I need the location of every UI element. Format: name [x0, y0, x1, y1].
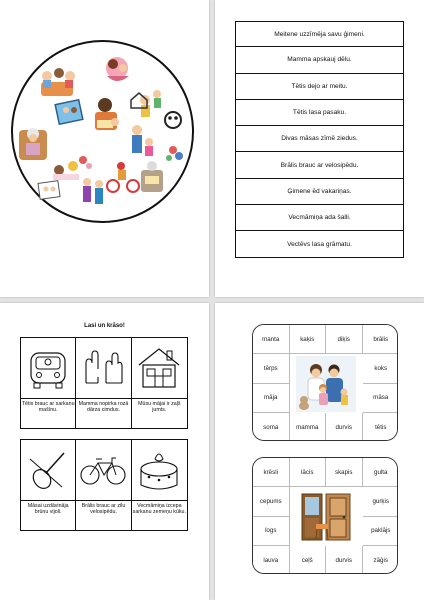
word-board-family [252, 324, 398, 441]
family-walking-icon [83, 178, 103, 204]
word-cell: lācis [290, 458, 327, 487]
word-cell: brālis [363, 325, 399, 354]
word-cell: gurķis [363, 487, 399, 516]
word-cell: soma [253, 413, 290, 441]
caption-car: Tētis brauc ar sarkanu mašīnu. [21, 399, 76, 428]
family-sign-icon [165, 112, 181, 128]
sentence-strip: Ģimene ēd vakariņas. [235, 179, 404, 205]
gloves-icon [76, 338, 131, 399]
word-cell: zāģis [363, 546, 399, 574]
kids-photo-icon [38, 181, 60, 200]
family-clipart-circle [11, 40, 194, 223]
boy-bicycle-icon [107, 162, 139, 192]
caption-bicycle: Brālis brauc ar zilu velosipēdu. [76, 501, 131, 530]
worksheet-grid-2 [20, 439, 188, 531]
family-photo [290, 354, 363, 413]
sentence-strip: Tētis lasa pasaku. [235, 100, 404, 126]
word-cell: durvis [326, 546, 363, 574]
word-cell: mamma [290, 413, 327, 441]
grandma-knitting-icon [19, 128, 47, 160]
caption-house: Mūsu mājai ir zaļš jumts. [138, 401, 181, 414]
word-cell: durvis [326, 413, 363, 441]
word-cell: kaķis [290, 325, 327, 354]
cake-icon [132, 440, 187, 501]
dad-reading-icon [95, 98, 119, 130]
word-cell: māja [253, 384, 290, 413]
worksheet-title: Lasi un krāso! [84, 323, 125, 329]
furniture-photo [290, 487, 363, 546]
grandpa-reading-icon [141, 161, 163, 192]
word-cell: manta [253, 325, 290, 354]
word-cell: tētis [363, 413, 399, 441]
sentence-strip: Tētis dejo ar meitu. [235, 74, 404, 100]
sisters-drawing-icon [53, 156, 92, 180]
page-word-boards [215, 303, 424, 600]
house-icon [132, 338, 187, 399]
kids-dancing-icon [140, 90, 161, 117]
sentence-strip: Divas māsas zīmē ziedus. [235, 126, 404, 152]
word-cell: skapis [326, 458, 363, 487]
caption-violin: Māsai uzdāvināja brūnu vijoli. [21, 501, 76, 530]
page-read-and-color [0, 303, 209, 600]
caption-cake: Vecmāmiņa izcepa sarkanu zemeņu kūku. [132, 503, 186, 516]
handprints-icon [166, 146, 183, 161]
page-family-circle [0, 0, 209, 297]
word-cell: tērps [253, 354, 290, 383]
sentence-strip: Vectēvs lasa grāmatu. [235, 231, 404, 257]
word-cell: paklājs [363, 517, 399, 546]
family-clipart-collage [13, 42, 192, 221]
mother-hug-icon [106, 57, 129, 81]
word-cell: diķis [326, 325, 363, 354]
word-board-home [252, 457, 398, 574]
worksheet-grid-1 [20, 337, 188, 429]
sentence-strip: Meitene uzzīmēja savu ģimeni. [235, 21, 404, 47]
family-photo-frame-icon [55, 100, 83, 125]
sentence-strip: Mamma apskauj dēlu. [235, 47, 404, 73]
father-child-icon [132, 125, 153, 156]
word-cell: māsa [363, 384, 399, 413]
violin-icon [21, 440, 76, 501]
page-sentence-strips [215, 0, 424, 297]
word-cell: gulta [363, 458, 399, 487]
word-cell: logs [253, 517, 290, 546]
sentence-strip: Brālis brauc ar velosipēdu. [235, 152, 404, 178]
word-cell: koks [363, 354, 399, 383]
sentence-strip: Vecmāmiņa ada šalli. [235, 205, 404, 231]
word-cell: cepums [253, 487, 290, 516]
sentence-list [235, 21, 404, 258]
word-cell: ceļš [290, 546, 327, 574]
family-dinner-icon [41, 68, 75, 96]
caption-gloves: Mamma nopirka rozā dārza cimdus. [76, 399, 131, 428]
word-cell: lauva [253, 546, 290, 574]
bicycle-icon [76, 440, 131, 501]
word-cell: krēsli [253, 458, 290, 487]
car-icon [21, 338, 76, 399]
